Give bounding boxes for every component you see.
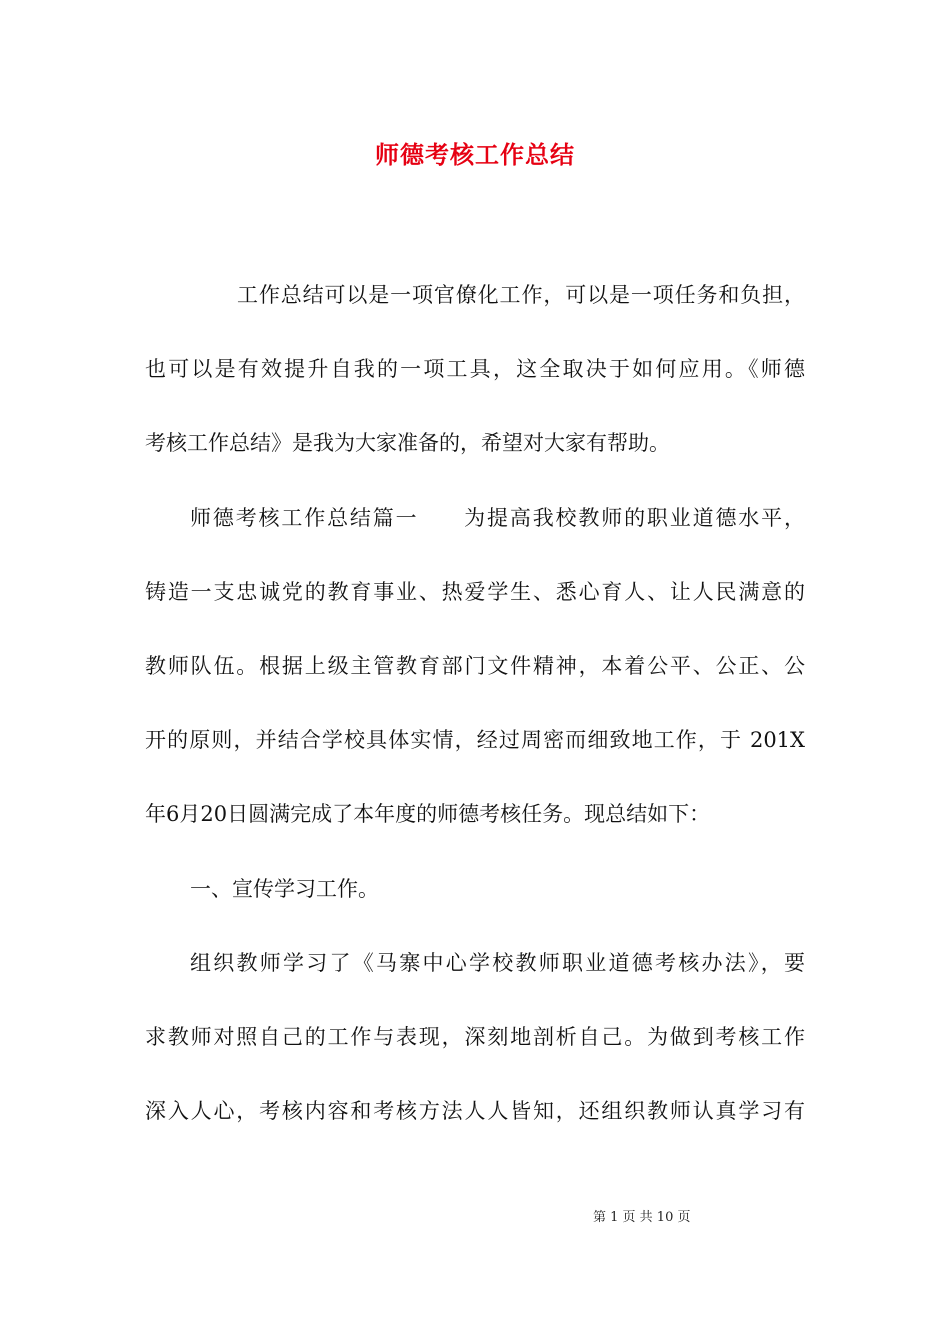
section-heading: 一、宣传学习工作。 (190, 876, 379, 901)
text-line: 组织教师学习了《马寨中心学校教师职业道德考核办法》，要 (190, 950, 805, 975)
paragraph-intro (145, 258, 805, 481)
text-line: 考核工作总结》是我为大家准备的，希望对大家有帮助。 (145, 431, 670, 456)
text-line: 工作总结可以是一项官僚化工作，可以是一项任务和负担， (237, 283, 805, 307)
text-line: 也可以是有效提升自我的一项工具，这全取决于如何应用。《师德 (145, 357, 805, 382)
text-line: 求教师对照自己的工作与表现，深刻地剖析自己。为做到考核工作 (145, 1024, 805, 1049)
text-line: 教师队伍。根据上级主管教育部门文件精神，本着公平、公正、公 (145, 653, 805, 678)
text-line: 年6月20日圆满完成了本年度的师德考核任务。现总结如下： (145, 802, 711, 827)
text-line: 师德考核工作总结篇一 为提高我校教师的职业道德水平， (190, 505, 805, 530)
page-number-footer: 第 1 页 共 10 页 (593, 1210, 691, 1225)
paragraph-study (145, 926, 805, 1149)
document-body (145, 258, 805, 1148)
text-line: 开的原则，并结合学校具体实情，经过周密而细致地工作，于 201X (145, 728, 805, 753)
document-title: 师德考核工作总结 (375, 140, 575, 169)
paragraph-heading (145, 852, 805, 926)
paragraph-section-one (145, 481, 805, 852)
text-line: 铸造一支忠诚党的教育事业、热爱学生、悉心育人、让人民满意的 (145, 579, 805, 604)
text-line: 深入人心，考核内容和考核方法人人皆知，还组织教师认真学习有 (145, 1099, 805, 1124)
